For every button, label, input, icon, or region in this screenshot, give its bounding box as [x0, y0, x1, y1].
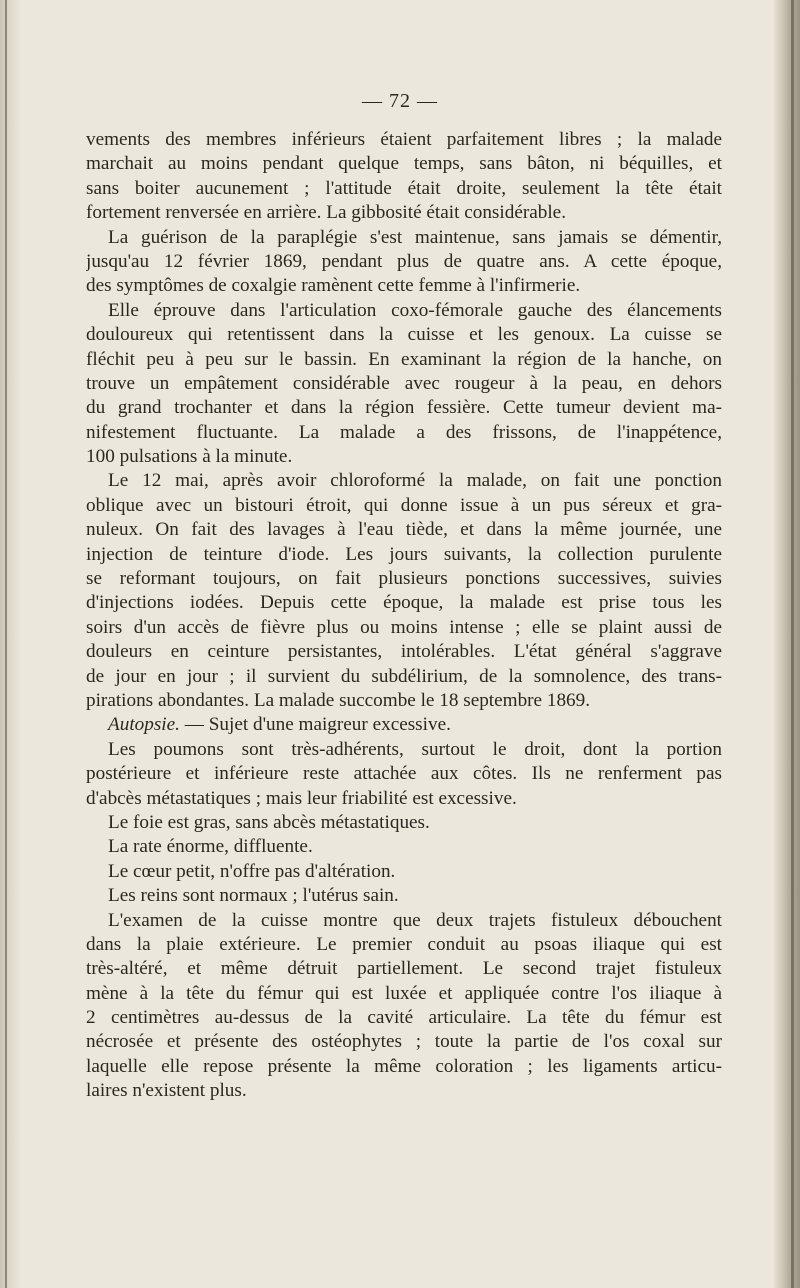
text-line: [86, 689, 722, 713]
text-line: [86, 909, 722, 933]
text-line: [86, 616, 722, 640]
text-line-content: Les poumons sont très-adhérents, surtout le droit, dont la portion: [108, 738, 722, 760]
text-line-content: postérieure et inférieure reste attachée aux côtes. Ils ne renferment pas: [86, 763, 722, 785]
text-line: [86, 421, 722, 445]
text-line: [86, 445, 722, 469]
text-line-content: La rate énorme, diffluente.: [108, 836, 313, 858]
text-line: [86, 348, 722, 372]
paragraph: [86, 128, 722, 226]
text-line-content: nifestement fluctuante. La malade a des frissons, de l'inappétence,: [86, 421, 722, 443]
text-line-content: trouve un empâtement considérable avec rougeur à la peau, en dehors: [86, 372, 722, 394]
book-spine-shadow: [774, 0, 800, 1288]
text-line-content: douloureux qui retentissent dans la cuisse et les genoux. La cuisse se: [86, 324, 722, 346]
text-line-content: vements des membres inférieurs étaient parfaitement libres ; la malade: [86, 129, 722, 150]
text-line: [86, 591, 722, 615]
text-line: [86, 884, 722, 908]
text-line: [86, 957, 722, 981]
text-line: [86, 177, 722, 201]
text-line: [86, 738, 722, 762]
text-line: [86, 323, 722, 347]
text-line: [86, 299, 722, 323]
text-line: [86, 835, 722, 859]
text-line-content: marchait au moins pendant quelque temps, sans bâton, ni béquilles, et: [86, 153, 722, 175]
spine-edge: [791, 0, 794, 1288]
text-line-content: Elle éprouve dans l'articulation coxo-fémorale gauche des élancements: [108, 299, 722, 321]
text-line: [86, 152, 722, 176]
text-line-content: fléchit peu à peu sur le bassin. En examinant la région de la hanche, on: [86, 348, 722, 370]
text-line-content: — Sujet d'une maigreur excessive.: [179, 714, 451, 736]
text-line: [86, 762, 722, 786]
body-text: [86, 128, 722, 1104]
text-line-content: La guérison de la paraplégie s'est maintenue, sans jamais se démentir,: [108, 226, 722, 248]
text-line-content: de jour en jour ; il survient du subdélirium, de la somnolence, des trans-: [86, 665, 722, 687]
text-line: [86, 201, 722, 225]
text-line-content: sans boiter aucunement ; l'attitude était droite, seulement la tête était: [86, 177, 722, 199]
text-line-content: d'abcès métastatiques ; mais leur friabilité est excessive.: [86, 787, 517, 809]
text-line: [86, 494, 722, 518]
text-line: [86, 274, 722, 298]
text-line-content: très-altéré, et même détruit partiellement. Le second trajet fistuleux: [86, 958, 722, 980]
text-line-content: Le cœur petit, n'offre pas d'altération.: [108, 860, 396, 882]
text-line-content: jusqu'au 12 février 1869, pendant plus de quatre ans. A cette époque,: [86, 250, 722, 272]
text-line: [86, 396, 722, 420]
text-line: [86, 860, 722, 884]
text-line-content: d'injections iodées. Depuis cette époque, la malade est prise tous les: [86, 592, 722, 614]
text-line-content: Le foie est gras, sans abcès métastatiques.: [108, 811, 430, 833]
text-line: [86, 543, 722, 567]
text-line: [86, 1055, 722, 1079]
text-line: [86, 665, 722, 689]
text-line-content: dans la plaie extérieure. Le premier conduit au psoas iliaque qui est: [86, 933, 722, 955]
text-line: [86, 811, 722, 835]
text-line-content: fortement renversée en arrière. La gibbosité était considérable.: [86, 202, 566, 224]
text-line-content: L'examen de la cuisse montre que deux trajets fistuleux débouchent: [108, 909, 722, 931]
text-line-content: mène à la tête du fémur qui est luxée et appliquée contre l'os iliaque à: [86, 982, 722, 1004]
section-lead: Autopsie.: [108, 714, 180, 736]
text-line-content: 2 centimètres au-dessus de la cavité articulaire. La tête du fémur est: [86, 1007, 722, 1029]
paragraph: [86, 713, 722, 737]
text-line: [86, 982, 722, 1006]
paragraph: [86, 226, 722, 299]
text-line-content: oblique avec un bistouri étroit, qui donne issue à un pus séreux et gra-: [86, 494, 722, 516]
paragraph: [86, 738, 722, 811]
text-line-content: Les reins sont normaux ; l'utérus sain.: [108, 885, 399, 907]
page-left-edge: [0, 0, 22, 1288]
paragraph: [86, 909, 722, 1104]
text-line-content: se reformant toujours, on fait plusieurs ponctions successives, suivies: [86, 568, 722, 590]
text-line-content: soirs d'un accès de fièvre plus ou moins intense ; elle se plaint aussi de: [86, 616, 722, 638]
paragraph: [86, 835, 722, 859]
text-line: [86, 640, 722, 664]
text-line-content: nécrosée et présente des ostéophytes ; toute la partie de l'os coxal sur: [86, 1031, 722, 1053]
text-line: [86, 469, 722, 493]
paragraph: [86, 884, 722, 908]
paragraph: [86, 469, 722, 713]
text-line: [86, 1006, 722, 1030]
paragraph: [86, 811, 722, 835]
text-line: [86, 128, 722, 152]
paragraph: [86, 299, 722, 470]
paragraph: [86, 860, 722, 884]
text-line-content: laires n'existent plus.: [86, 1080, 247, 1102]
text-line-content: pirations abondantes. La malade succombe le 18 septembre 1869.: [86, 689, 591, 711]
text-line: [86, 372, 722, 396]
text-line: [86, 787, 722, 811]
text-line: [86, 1079, 722, 1103]
text-line: [86, 567, 722, 591]
text-line-content: nuleux. On fait des lavages à l'eau tiède, et dans la même journée, une: [86, 519, 722, 541]
text-line-content: douleurs en ceinture persistantes, intolérables. L'état général s'aggrave: [86, 641, 722, 663]
text-line-content: injection de teinture d'iode. Les jours suivants, la collection purulente: [86, 543, 722, 565]
text-line: [86, 518, 722, 542]
text-line: [86, 933, 722, 957]
text-line-content: des symptômes de coxalgie ramènent cette femme à l'infirmerie.: [86, 275, 581, 297]
text-line-content: laquelle elle repose présente la même coloration ; les ligaments articu-: [86, 1055, 722, 1077]
text-line-content: du grand trochanter et dans la région fessière. Cette tumeur devient ma-: [86, 397, 722, 419]
text-line: [86, 713, 722, 737]
text-line: [86, 1030, 722, 1054]
text-line-content: 100 pulsations à la minute.: [86, 446, 293, 468]
page-edge-rule: [5, 0, 7, 1288]
page-number: — 72 —: [362, 90, 438, 112]
text-line-content: Le 12 mai, après avoir chloroformé la malade, on fait une ponction: [108, 470, 722, 492]
text-line: [86, 226, 722, 250]
text-line: [86, 250, 722, 274]
